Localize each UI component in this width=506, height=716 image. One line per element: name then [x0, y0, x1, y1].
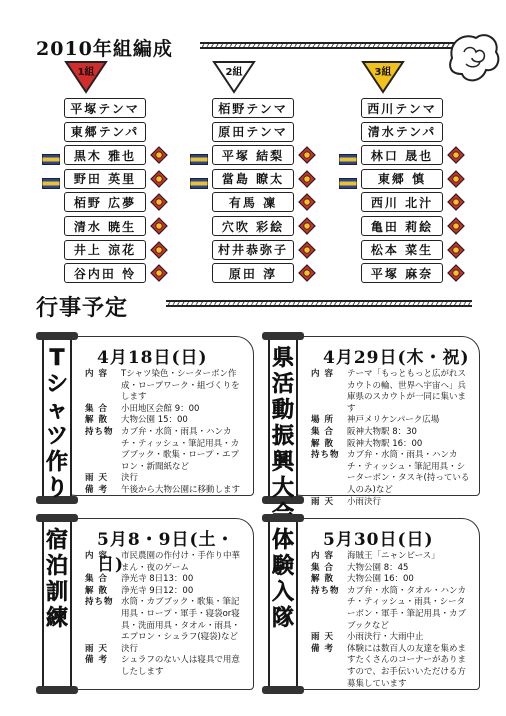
member-nameplate: 井上 涼花 [64, 240, 146, 260]
detail-value: 午後から大物公園に移動します [121, 484, 241, 495]
detail-key: 内 容 [311, 551, 334, 561]
member-nameplate: 亀田 莉絵 [361, 216, 443, 236]
member-nameplate: 原田テンマ [212, 122, 294, 142]
role-badge-icon [298, 241, 316, 259]
detail-row [311, 369, 473, 415]
detail-row [311, 644, 473, 690]
member-nameplate: 松本 菜生 [361, 240, 443, 260]
detail-value: 決行 [121, 473, 139, 484]
member-nameplate: 村井恭弥子 [212, 240, 294, 260]
detail-key: 備 考 [311, 643, 334, 654]
event-title: 宿 泊 訓 練 [45, 528, 68, 631]
member-nameplate: 栢野 広夢 [64, 192, 146, 212]
event-title: T シ ャ ツ 作 り [45, 346, 68, 501]
member-nameplate: 東郷 慎 [361, 169, 443, 189]
cloud-ornament-icon [446, 28, 502, 90]
role-badge-icon [298, 193, 316, 211]
detail-row [311, 427, 473, 439]
member-nameplate: 清水テンパ [361, 122, 443, 142]
leader-stripe-icon [42, 150, 60, 161]
leader-stripe-icon [339, 174, 357, 185]
detail-row [85, 655, 247, 678]
member-nameplate: 平塚 結梨 [212, 145, 294, 165]
detail-key: 雨 天 [311, 496, 334, 507]
detail-value: 小田地区会館 9：00 [121, 403, 200, 414]
detail-key: 解 散 [85, 415, 108, 426]
member-nameplate: 東郷テンパ [64, 122, 146, 142]
member-nameplate: 當島 瞭太 [212, 169, 294, 189]
member-nameplate: 栢野テンマ [212, 98, 294, 118]
detail-value: 決行 [121, 643, 139, 654]
role-badge-icon [447, 241, 465, 259]
detail-key: 解 散 [311, 574, 334, 585]
leader-stripe-icon [339, 150, 357, 161]
group-label: 2組 [225, 67, 243, 78]
role-badge-icon [298, 264, 316, 282]
event-title: 県 活 動 振 興 大 [271, 346, 294, 501]
detail-value: 神戸メリケンパーク広場 [347, 415, 440, 426]
role-badge-icon [298, 170, 316, 188]
detail-key: 持ち物 [85, 597, 114, 608]
detail-value: テーマ「もっともっと広がれスカウトの輪、世界へ宇宙へ」兵庫県のスカウトが一同に集います [347, 369, 467, 414]
event-details [85, 369, 247, 497]
detail-value: 大物公園 15：00 [121, 415, 188, 426]
detail-value: カブ弁・水筒・タオル・ハンカチ・ティッシュ・雨具・シーターボン・軍手・筆記用具・カブブックなど [347, 585, 467, 631]
detail-key: 解 散 [85, 585, 108, 596]
group-1-header [62, 58, 110, 98]
detail-row [85, 473, 247, 485]
member-nameplate: 西川 北汁 [361, 192, 443, 212]
event-card [284, 336, 480, 507]
detail-row [85, 369, 247, 404]
event-date: 5月30日(日) [323, 530, 434, 550]
detail-row [311, 574, 473, 586]
detail-key: 場 所 [311, 415, 334, 426]
event-title: 体 験 入 隊 [271, 528, 294, 631]
leader-stripe-icon [190, 174, 208, 185]
role-badge-icon [447, 264, 465, 282]
role-badge-icon [447, 146, 465, 164]
member-nameplate: 平塚 麻奈 [361, 263, 443, 283]
group-label: 3組 [374, 67, 392, 78]
role-badge-icon [447, 217, 465, 235]
detail-row [85, 427, 247, 473]
detail-row [311, 439, 473, 451]
member-nameplate: 有馬 凜 [212, 192, 294, 212]
detail-key: 雨 天 [85, 473, 108, 484]
event-date: 4月29日(木・祝) [323, 348, 470, 368]
member-nameplate: 西川テンマ [361, 98, 443, 118]
detail-value: カブ弁・水筒・雨具・ハンカチ・ティッシュ・筆記用具・カブブック・歌集・ロープ・エプロン・新聞紙など [121, 426, 240, 472]
detail-value: 海賊王「ニャンピース」 [347, 551, 440, 561]
leader-stripe-icon [42, 174, 60, 185]
rope-divider-events [166, 300, 472, 307]
detail-value: 阪神大物駅 8：30 [347, 426, 417, 437]
event-details [85, 551, 247, 679]
role-badge-icon [150, 264, 168, 282]
group-3-header [359, 58, 407, 98]
detail-row [311, 450, 473, 496]
detail-row [85, 485, 247, 497]
detail-row [311, 632, 473, 644]
member-nameplate: 平塚テンマ [64, 98, 146, 118]
detail-value: Tシャツ染色・シーターボン作成・ロープワーク・組づくりをします [121, 369, 240, 403]
detail-key: 備 考 [85, 484, 108, 495]
event-title-scroll [262, 332, 304, 504]
detail-key: 集 合 [311, 426, 334, 437]
member-nameplate: 黒木 雅也 [64, 145, 146, 165]
detail-value: 浄光寺 9日12：00 [121, 585, 194, 596]
detail-row [311, 415, 473, 427]
member-nameplate: 谷内田 怜 [64, 263, 146, 283]
detail-value: 浄光寺 8日13：00 [121, 574, 194, 585]
group-label: 1組 [77, 67, 95, 78]
group-2-header [210, 58, 258, 98]
event-date: 5月8・9日(土・日) [97, 530, 235, 575]
member-nameplate: 林口 晟也 [361, 145, 443, 165]
detail-value: シュラフのない人は寝具で用意したします [121, 655, 240, 677]
detail-value: 市民農園の作付け・手作り中華まん・夜のゲーム [121, 551, 241, 573]
member-nameplate: 野田 英里 [64, 169, 146, 189]
detail-row [85, 574, 247, 586]
detail-key: 備 考 [85, 655, 108, 666]
leader-stripe-icon [190, 150, 208, 161]
event-card [58, 336, 254, 496]
detail-row [85, 415, 247, 427]
detail-row [85, 404, 247, 416]
detail-key: 持ち物 [311, 450, 340, 461]
detail-row [311, 586, 473, 632]
detail-key: 集 合 [85, 403, 108, 414]
detail-row [311, 551, 473, 563]
detail-value: 水筒・カブブック・歌集・筆記用具・ロープ・軍手・寝袋or寝具・洗面用具・タオル・雨具・エプロン・シュラフ(寝袋)など [121, 597, 241, 643]
detail-value: 阪神大物駅 16：00 [347, 438, 423, 449]
detail-key: 雨 天 [311, 632, 334, 643]
detail-key: 内 容 [85, 369, 108, 379]
detail-row [85, 586, 247, 598]
detail-value: 大物公園 8：45 [347, 562, 409, 573]
detail-key: 雨 天 [85, 643, 108, 654]
detail-value: 体験には数百人の友達を集めますたくさんのコーナーがありますので、お手伝いいただける方募集しています [347, 643, 467, 689]
team-section-title: 2010年組編成 [36, 38, 173, 60]
event-card [58, 518, 254, 690]
detail-value: 小雨決行 [347, 496, 382, 507]
role-badge-icon [298, 146, 316, 164]
detail-row [311, 497, 473, 509]
detail-row [85, 551, 247, 574]
role-badge-icon [447, 170, 465, 188]
rope-divider-top [200, 42, 462, 49]
detail-key: 内 容 [85, 551, 108, 561]
detail-row [85, 644, 247, 656]
detail-key: 内 容 [311, 369, 334, 379]
event-card [284, 518, 480, 690]
detail-value: 小雨決行・大雨中止 [347, 632, 424, 643]
event-title-scroll [262, 514, 304, 694]
member-nameplate: 清水 暁生 [64, 216, 146, 236]
detail-row [85, 597, 247, 643]
event-date: 4月18日(日) [97, 348, 208, 368]
detail-key: 集 合 [311, 562, 334, 573]
detail-key: 持ち物 [85, 426, 114, 437]
event-details [311, 551, 473, 690]
role-badge-icon [150, 170, 168, 188]
member-nameplate: 穴吹 彩絵 [212, 216, 294, 236]
detail-key: 集 合 [85, 574, 108, 585]
detail-value: カブ弁・水筒・雨具・ハンカチ・ティッシュ・筆記用具・シーターボン・タスキ(持っている人のみ)など [347, 450, 470, 495]
role-badge-icon [150, 193, 168, 211]
role-badge-icon [150, 241, 168, 259]
role-badge-icon [298, 217, 316, 235]
role-badge-icon [150, 217, 168, 235]
member-nameplate: 原田 淳 [212, 263, 294, 283]
detail-key: 持ち物 [311, 585, 340, 596]
event-details [311, 369, 473, 508]
detail-value: 大物公園 16：00 [347, 574, 414, 585]
role-badge-icon [150, 146, 168, 164]
detail-key: 解 散 [311, 438, 334, 449]
detail-row [311, 563, 473, 575]
event-title-scroll [36, 332, 78, 504]
role-badge-icon [447, 193, 465, 211]
events-section-title: 行事予定 [36, 295, 129, 321]
event-title-scroll [36, 514, 78, 694]
